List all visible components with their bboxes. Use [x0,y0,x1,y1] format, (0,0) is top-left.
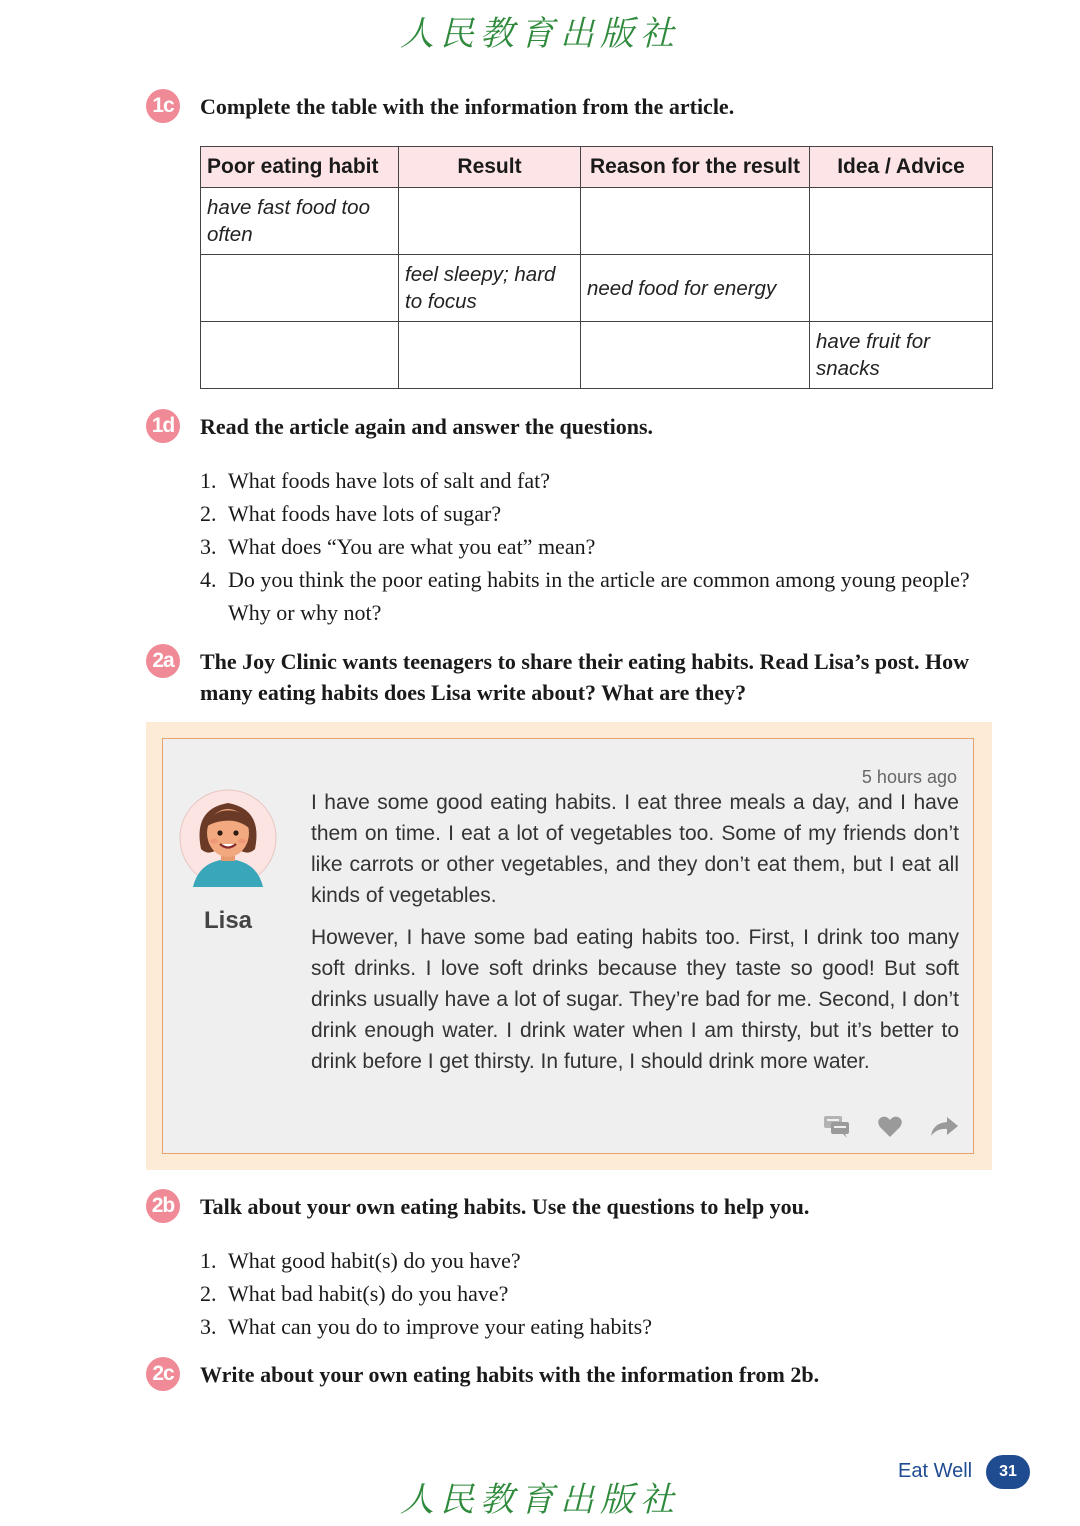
table-cell[interactable] [581,188,810,255]
table-header-row [201,147,993,188]
section-badge-1c: 1c [146,89,180,123]
table-cell[interactable]: have fruit for snacks [810,322,993,389]
share-icon[interactable] [929,1115,959,1139]
table-cell[interactable] [399,322,581,389]
table-cell[interactable] [399,188,581,255]
avatar [179,789,277,887]
post-author: Lisa [203,907,253,934]
question-text: What foods have lots of sugar? [228,501,502,526]
avatar-illustration [179,789,277,887]
publisher-watermark: 人民教育出版社 [400,1480,680,1520]
section-badge-1d: 1d [146,409,180,443]
header-result: Result [399,147,581,188]
comment-icon[interactable] [823,1115,851,1139]
section-badge-2c: 2c [146,1357,180,1391]
instruction-2b: Talk about your own eating habits. Use the questions to help you. [200,1194,810,1219]
section-badge-2b: 2b [146,1189,180,1223]
list-item [198,563,998,629]
header-idea-advice: Idea / Advice [810,147,993,188]
question-number: 4. [200,567,217,592]
question-text: What can you do to improve your eating habits? [228,1314,652,1339]
table-cell[interactable] [201,322,399,389]
section-badge-2a: 2a [146,644,180,678]
post-actions [823,1115,959,1139]
post-frame [146,722,992,1170]
publisher-watermark: 人民教育出版社 [400,14,680,54]
lisa-post [162,738,974,1154]
question-number: 2. [200,501,217,526]
question-number: 1. [200,468,217,493]
list-item [198,1310,998,1343]
question-number: 3. [200,1314,217,1339]
table-cell[interactable]: feel sleepy; hard to focus [399,255,581,322]
question-number: 3. [200,534,217,559]
instruction-1c: Complete the table with the information from the article. [200,94,735,119]
heart-icon[interactable] [877,1115,903,1139]
table-cell[interactable] [201,255,399,322]
instruction-1d: Read the article again and answer the questions. [200,414,654,439]
list-item [198,497,998,530]
table-cell[interactable] [810,188,993,255]
question-text: What does “You are what you eat” mean? [228,534,596,559]
header-poor-eating-habit: Poor eating habit [201,147,399,188]
table-cell[interactable] [810,255,993,322]
post-body [311,787,959,1088]
post-paragraph: However, I have some bad eating habits too. First, I drink too many soft drinks. I love soft drinks because they taste so good! But soft drinks usually have a lot of sugar. They’re bad for me. Second, I don’t drink enough water. I drink water when I am thirsty, but it’s better to drink before I get thirsty. In future, I should drink more water. [311,926,959,1073]
questions-2b [198,1244,998,1343]
question-text: What foods have lots of salt and fat? [228,468,550,493]
table-row [201,322,993,389]
list-item [198,1277,998,1310]
table-row [201,188,993,255]
table-cell[interactable]: have fast food too often [201,188,399,255]
questions-1d [198,464,998,629]
unit-title: Eat Well [898,1460,973,1482]
habits-table [200,146,993,389]
question-text: What good habit(s) do you have? [228,1248,521,1273]
list-item [198,1244,998,1277]
table-cell[interactable] [581,322,810,389]
list-item [198,464,998,497]
post-paragraph: I have some good eating habits. I eat three meals a day, and I have them on time. I eat a lot of vegetables too. Some of my friends don’t like carrots or other vegetables, and they don’t eat them, but I eat all kinds of vegetables. [311,791,959,907]
question-text: Do you think the poor eating habits in the article are common among young people? Why or why not? [228,567,970,625]
page-number: 31 [986,1455,1030,1489]
question-number: 1. [200,1248,217,1273]
post-timestamp: 5 hours ago [861,767,957,787]
instruction-2a: The Joy Clinic wants teenagers to share their eating habits. Read Lisa’s post. How many eating habits does Lisa write about? What are they? [200,649,969,705]
table-cell[interactable]: need food for energy [581,255,810,322]
instruction-2c: Write about your own eating habits with the information from 2b. [200,1362,820,1387]
question-text: What bad habit(s) do you have? [228,1281,509,1306]
header-reason: Reason for the result [581,147,810,188]
question-number: 2. [200,1281,217,1306]
list-item [198,530,998,563]
table-row [201,255,993,322]
